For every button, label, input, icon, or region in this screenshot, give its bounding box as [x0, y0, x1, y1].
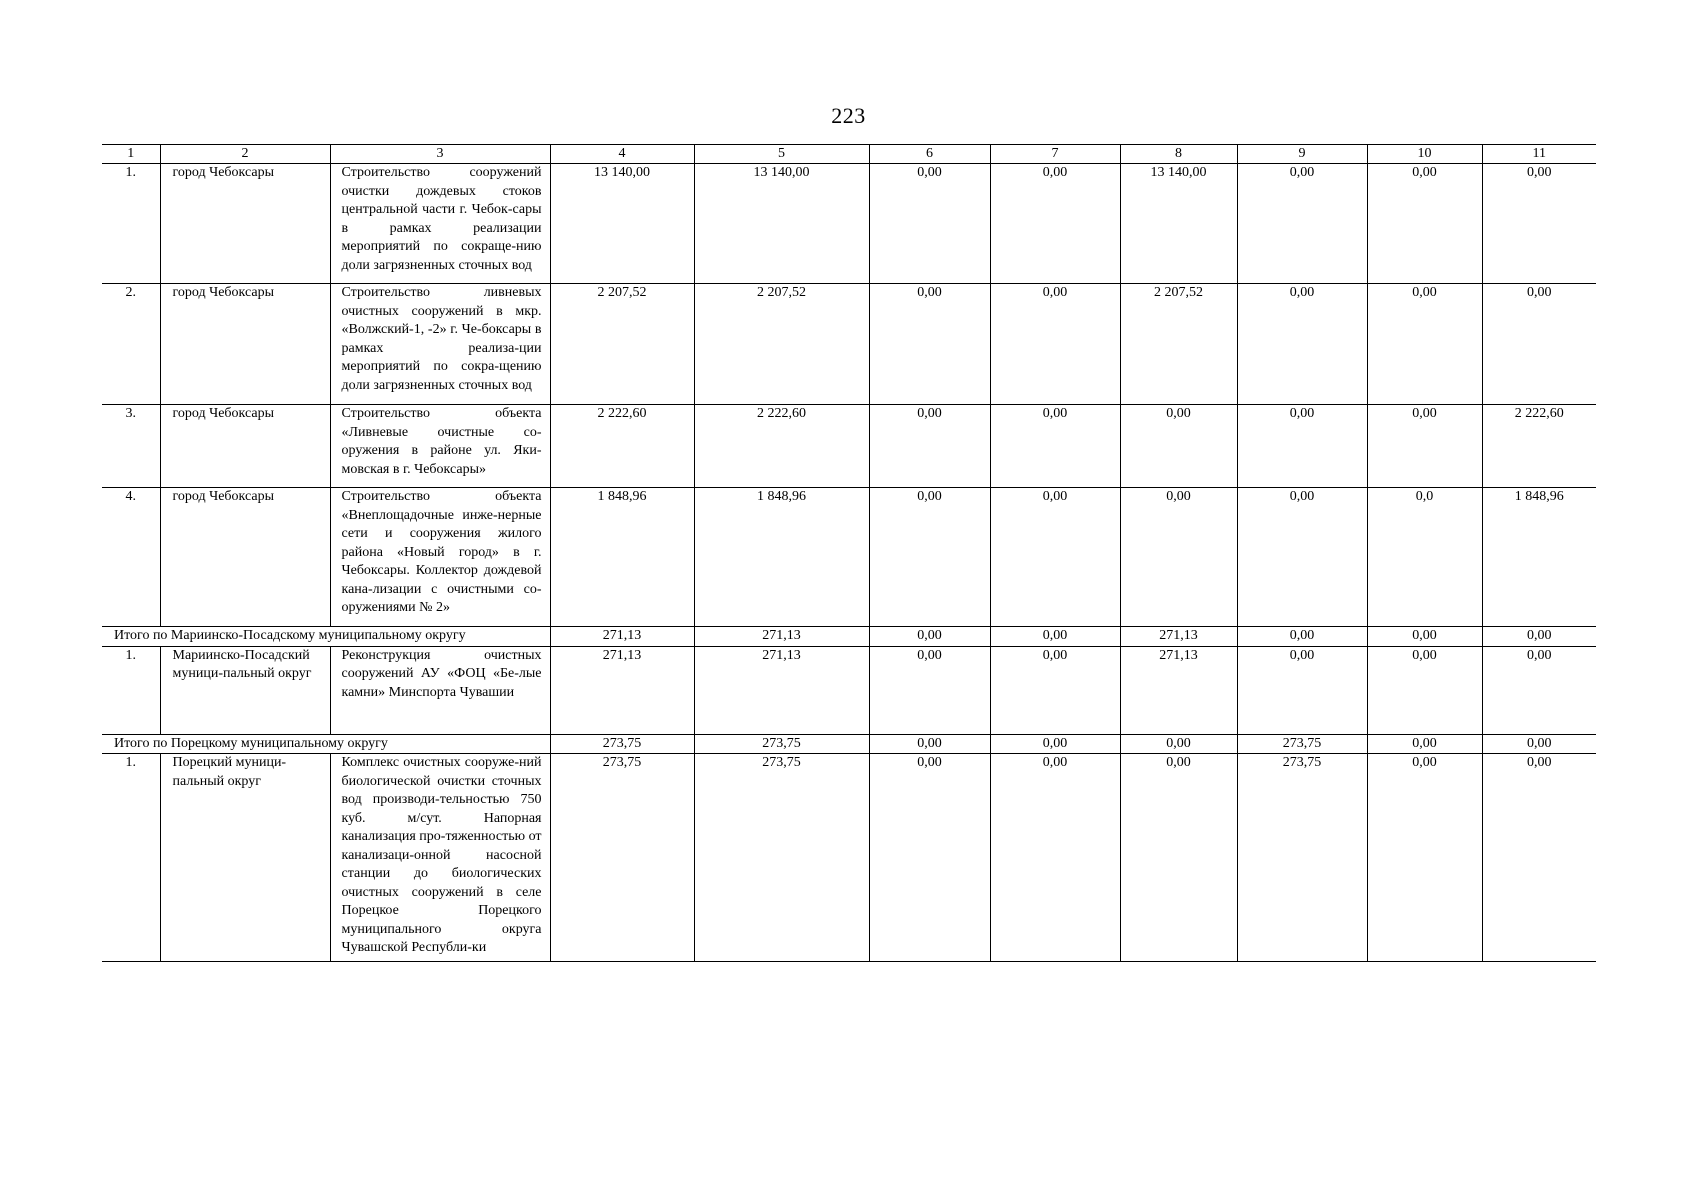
table-row [102, 405, 1596, 488]
amount-cell: 273,75 [550, 754, 694, 962]
amount-cell: 1 848,96 [694, 488, 869, 627]
object-description-cell: Строительство ливневых очистных сооружений в мкр. «Волжский-1, -2» г. Че-боксары в рамках реализа-ции мероприятий по сокра-щению доли загрязненных сточных вод [330, 284, 550, 405]
amount-cell: 0,00 [1237, 646, 1367, 734]
amount-cell: 0,00 [990, 646, 1120, 734]
row-number: 3. [102, 405, 160, 488]
subtotal-label: Итого по Мариинско-Посадскому муниципальному округу [102, 627, 550, 647]
amount-cell: 1 848,96 [1482, 488, 1596, 627]
territory-cell: Порецкий муници-пальный округ [160, 754, 330, 962]
object-description-cell: Комплекс очистных сооруже-ний биологической очистки сточных вод производи-тельностью 750 куб. м/сут. Напорная канализация про-тяженностью от канализаци-онной насосной станции до биологических очистных сооружений в селе Порецкое Порецкого муниципального округа Чувашской Республи-ки [330, 754, 550, 962]
subtotal-row [102, 627, 1596, 647]
amount-cell: 0,00 [990, 734, 1120, 754]
amount-cell: 0,00 [990, 284, 1120, 405]
table-row [102, 754, 1596, 962]
amount-cell: 0,00 [1367, 405, 1482, 488]
column-number: 3 [330, 145, 550, 164]
amount-cell: 0,00 [1482, 284, 1596, 405]
financing-table [102, 144, 1596, 962]
amount-cell: 0,00 [990, 754, 1120, 962]
amount-cell: 0,00 [869, 284, 990, 405]
table-row [102, 646, 1596, 734]
amount-cell: 0,00 [1237, 164, 1367, 284]
amount-cell: 0,00 [1482, 734, 1596, 754]
amount-cell: 0,00 [1482, 754, 1596, 962]
object-description-cell: Строительство сооружений очистки дождевых стоков центральной части г. Чебок-сары в рамках реализации мероприятий по сокраще-нию доли загрязненных сточных вод [330, 164, 550, 284]
amount-cell: 273,75 [694, 754, 869, 962]
territory-cell: город Чебоксары [160, 284, 330, 405]
amount-cell: 0,00 [869, 164, 990, 284]
amount-cell: 0,00 [1367, 627, 1482, 647]
amount-cell: 0,00 [990, 488, 1120, 627]
amount-cell: 0,00 [1367, 164, 1482, 284]
amount-cell: 0,00 [1237, 488, 1367, 627]
amount-cell: 2 222,60 [1482, 405, 1596, 488]
amount-cell: 2 207,52 [694, 284, 869, 405]
amount-cell: 0,00 [1237, 627, 1367, 647]
column-number: 6 [869, 145, 990, 164]
amount-cell: 0,00 [1237, 284, 1367, 405]
amount-cell: 0,00 [869, 646, 990, 734]
territory-cell: город Чебоксары [160, 405, 330, 488]
amount-cell: 271,13 [550, 627, 694, 647]
column-number: 2 [160, 145, 330, 164]
amount-cell: 273,75 [550, 734, 694, 754]
amount-cell: 273,75 [694, 734, 869, 754]
column-number: 4 [550, 145, 694, 164]
amount-cell: 0,00 [869, 734, 990, 754]
amount-cell: 0,00 [1120, 488, 1237, 627]
amount-cell: 0,00 [1482, 627, 1596, 647]
object-description-cell: Реконструкция очистных сооружений АУ «ФОЦ «Бе-лые камни» Минспорта Чувашии [330, 646, 550, 734]
territory-cell: город Чебоксары [160, 164, 330, 284]
column-number: 5 [694, 145, 869, 164]
amount-cell: 271,13 [550, 646, 694, 734]
amount-cell: 0,00 [1120, 754, 1237, 962]
amount-cell: 13 140,00 [550, 164, 694, 284]
amount-cell: 0,00 [1120, 405, 1237, 488]
column-number: 10 [1367, 145, 1482, 164]
page-number: 223 [831, 103, 866, 128]
amount-cell: 273,75 [1237, 754, 1367, 962]
subtotal-row [102, 734, 1596, 754]
amount-cell: 0,00 [1237, 405, 1367, 488]
amount-cell: 271,13 [694, 627, 869, 647]
amount-cell: 13 140,00 [1120, 164, 1237, 284]
amount-cell: 273,75 [1237, 734, 1367, 754]
amount-cell: 0,00 [1482, 646, 1596, 734]
amount-cell: 2 222,60 [694, 405, 869, 488]
amount-cell: 0,00 [869, 754, 990, 962]
amount-cell: 0,00 [869, 627, 990, 647]
amount-cell: 0,00 [990, 627, 1120, 647]
amount-cell: 2 207,52 [550, 284, 694, 405]
amount-cell: 0,00 [990, 164, 1120, 284]
row-number: 1. [102, 164, 160, 284]
amount-cell: 271,13 [1120, 646, 1237, 734]
amount-cell: 13 140,00 [694, 164, 869, 284]
amount-cell: 0,00 [1367, 734, 1482, 754]
amount-cell: 0,0 [1367, 488, 1482, 627]
column-number: 8 [1120, 145, 1237, 164]
row-number: 4. [102, 488, 160, 627]
amount-cell: 2 222,60 [550, 405, 694, 488]
table-row [102, 284, 1596, 405]
amount-cell: 0,00 [1120, 734, 1237, 754]
column-number: 1 [102, 145, 160, 164]
amount-cell: 2 207,52 [1120, 284, 1237, 405]
territory-cell: город Чебоксары [160, 488, 330, 627]
amount-cell: 0,00 [869, 405, 990, 488]
amount-cell: 0,00 [990, 405, 1120, 488]
amount-cell: 0,00 [1482, 164, 1596, 284]
column-number: 11 [1482, 145, 1596, 164]
row-number: 2. [102, 284, 160, 405]
amount-cell: 0,00 [1367, 754, 1482, 962]
amount-cell: 0,00 [869, 488, 990, 627]
table-row [102, 164, 1596, 284]
object-description-cell: Строительство объекта «Внеплощадочные инже-нерные сети и сооружения жилого района «Новый город» в г. Чебоксары. Коллектор дождевой кана-лизации с очистными со-оружениями № 2» [330, 488, 550, 627]
column-number-row [102, 145, 1596, 164]
object-description-cell: Строительство объекта «Ливневые очистные со-оружения в районе ул. Яки-мовская в г. Чебоксары» [330, 405, 550, 488]
row-number: 1. [102, 646, 160, 734]
table-row [102, 488, 1596, 627]
territory-cell: Мариинско-Посадский муници-пальный округ [160, 646, 330, 734]
row-number: 1. [102, 754, 160, 962]
amount-cell: 0,00 [1367, 284, 1482, 405]
column-number: 7 [990, 145, 1120, 164]
amount-cell: 271,13 [694, 646, 869, 734]
amount-cell: 0,00 [1367, 646, 1482, 734]
subtotal-label: Итого по Порецкому муниципальному округу [102, 734, 550, 754]
column-number: 9 [1237, 145, 1367, 164]
amount-cell: 1 848,96 [550, 488, 694, 627]
amount-cell: 271,13 [1120, 627, 1237, 647]
